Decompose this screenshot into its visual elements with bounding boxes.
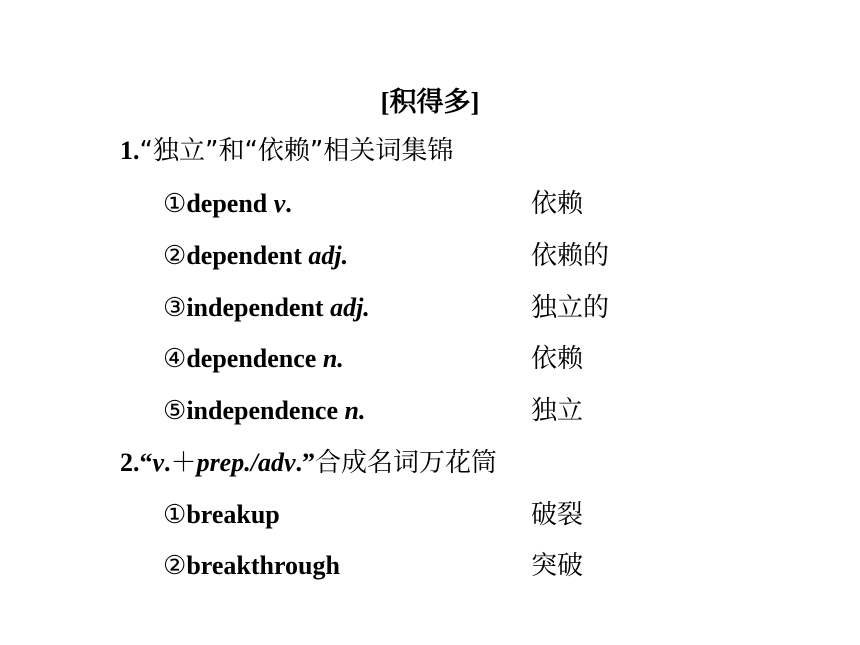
section2-heading	[120, 446, 497, 480]
item-pos: n.	[344, 396, 366, 425]
item-pos: v	[273, 189, 286, 218]
section1-text: “独立”和“依赖”相关词集锦	[139, 136, 454, 166]
formula-dot: .	[164, 448, 171, 477]
item-word: dependent	[186, 241, 302, 270]
quote-open: “	[139, 448, 153, 477]
item-marker: ①	[163, 500, 187, 529]
section2-number: 2.	[120, 448, 140, 477]
item-word: depend	[186, 189, 268, 218]
item-word: independence	[186, 396, 338, 425]
vocab-meaning-1: 依赖	[531, 189, 584, 219]
vocab-item-4	[163, 342, 344, 376]
vocab-item-2	[163, 239, 348, 273]
section1-heading	[120, 134, 453, 168]
vocab-item-5	[163, 394, 365, 428]
item-marker: ②	[163, 551, 187, 580]
compound-item-2	[163, 549, 340, 583]
formula-end: .	[295, 448, 302, 477]
item-pos: adj.	[308, 241, 349, 270]
item-word: dependence	[186, 344, 317, 373]
vocab-meaning-5: 独立	[531, 396, 584, 426]
quote-close: ”	[301, 448, 315, 477]
item-word: breakthrough	[186, 551, 340, 580]
vocab-meaning-3: 独立的	[531, 293, 610, 323]
section1-number: 1.	[120, 136, 140, 165]
formula-v: v	[152, 448, 165, 477]
compound-item-1	[163, 498, 280, 532]
item-marker: ⑤	[163, 396, 187, 425]
vocab-meaning-4: 依赖	[531, 344, 584, 374]
formula-rest: prep./adv	[196, 448, 296, 477]
compound-meaning-1: 破裂	[531, 500, 584, 530]
item-pos: adj.	[330, 293, 370, 322]
item-word: breakup	[186, 500, 280, 529]
item-marker: ④	[163, 344, 187, 373]
vocab-item-3	[163, 291, 370, 325]
section-title: [积得多]	[380, 87, 480, 117]
item-dot: .	[285, 189, 292, 218]
item-marker: ①	[163, 189, 187, 218]
vocab-item-1	[163, 187, 292, 221]
item-marker: ③	[163, 293, 187, 322]
item-marker: ②	[163, 241, 187, 270]
compound-meaning-2: 突破	[531, 551, 584, 581]
vocab-meaning-2: 依赖的	[531, 241, 610, 271]
formula-plus: ＋	[170, 448, 197, 477]
item-pos: n.	[322, 344, 344, 373]
item-word: independent	[186, 293, 324, 322]
section2-text: 合成名词万花筒	[314, 448, 497, 478]
